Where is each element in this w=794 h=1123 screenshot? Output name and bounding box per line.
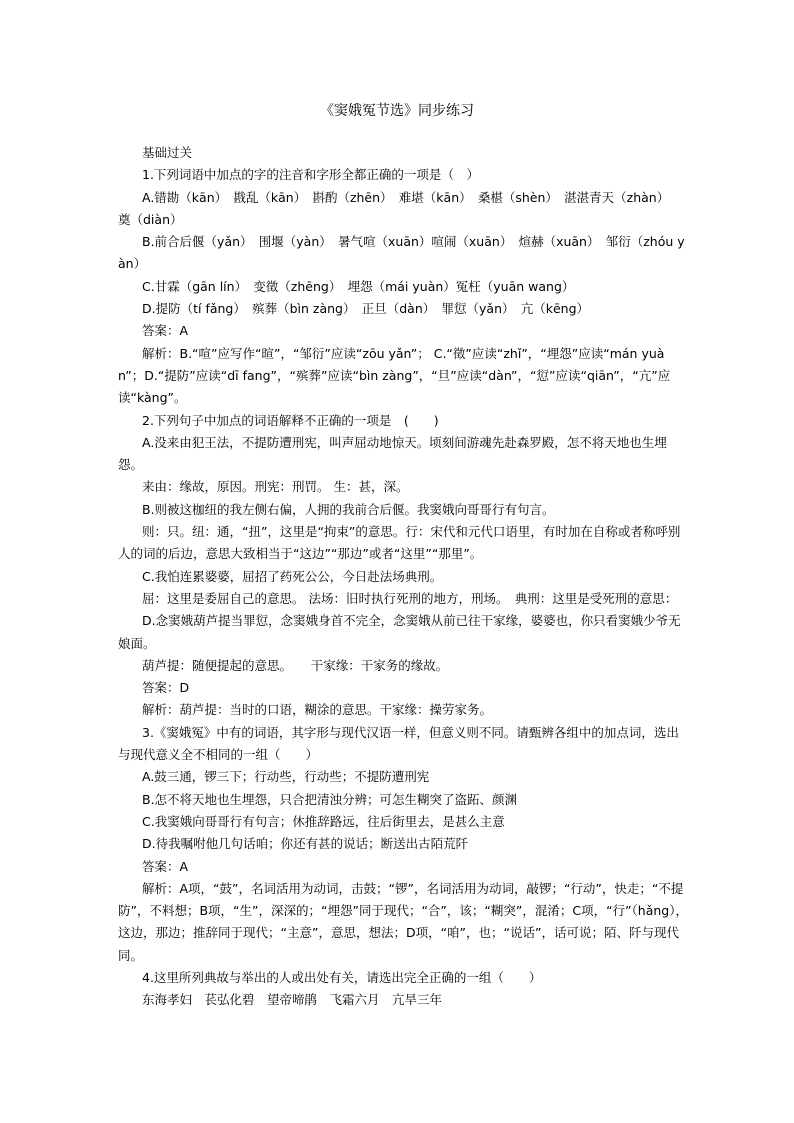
section-heading: 基础过关 xyxy=(142,145,193,160)
option-1a: A.错勘（kān） 戡乱（kān） 斟酌（zhēn） 难堪（kān） 桑椹（shèn） 湛湛青天（zhàn） 奠（diàn） xyxy=(118,189,688,227)
analysis-3: 解析：A项，“鼓”，名词活用为动词，击鼓；“锣”，名词活用为动词，敲锣；“行动”，快走；“不提防”，不料想；B项，“生”，深深的；“埋怨”同于现代；“合”，该；“糊突”，混淆；C项，“行”（hǎng），这边，那边；推辞同于现代；“主意”，意思，想法；D项，“咱”，也；“说话”，话可说；陌、阡与现代同。 xyxy=(118,880,688,963)
note-2a: 来由：缘故，原因。刑宪：刑罚。 生：甚，深。 xyxy=(142,479,409,495)
option-3b: B.怎不将天地也生埋怨，只合把清浊分辨；可怎生糊突了盗跖、颜渊 xyxy=(142,791,518,807)
analysis-2: 解析：葫芦提：当时的口语，糊涂的意思。干家缘：操劳家务。 xyxy=(142,702,493,718)
option-2c: C.我怕连累婆婆，屈招了药死公公，今日赴法场典刑。 xyxy=(142,568,443,584)
analysis-1: 解析：B.“喧”应写作“暄”，“邹衍”应读“zōu yǎn”； C.“徵”应读“zhǐ”，“埋怨”应读“mán yuàn”；D.“提防”应读“dī fang”，“殡葬”应读“bìn zàng”，“旦”应读“dàn”，“愆”应读“qiān”，“亢”应读“kàng”。 xyxy=(118,345,671,406)
question-1: 1.下列词语中加点的字的注音和字形全都正确的一项是（ ） xyxy=(142,167,479,183)
option-1c: C.甘霖（gān lín） 变徵（zhēng） 埋怨（mái yuàn）冤枉（yuān wang） xyxy=(142,278,575,294)
option-3d: D.待我嘱咐他几句话咱；你还有甚的说话；断送出古陌荒阡 xyxy=(142,836,469,852)
option-3a: A.鼓三通，锣三下；行动些，行动些；不提防遭刑宪 xyxy=(142,769,430,785)
option-1b: B.前合后偃（yǎn） 围堰（yàn） 暑气喧（xuān）喧闹（xuān） 煊赫（xuān） 邹衍（zhóu yàn） xyxy=(118,234,685,272)
option-2d: D.念窦娥葫芦提当罪愆，念窦娥身首不完全，念窦娥从前已往干家缘，婆婆也，你只看窦娥少爷无娘面。 xyxy=(118,613,681,651)
question-2: 2.下列句子中加点的词语解释不正确的一项是 ( ) xyxy=(142,412,439,428)
document-body xyxy=(118,142,688,1012)
question-3: 3.《窦娥冤》中有的词语，其字形与现代汉语一样，但意义则不同。请甄辨各组中的加点词，选出与现代意义全不相同的一组（ ） xyxy=(118,724,679,763)
page-title: 《窦娥冤节选》同步练习 xyxy=(320,103,474,119)
option-2b: B.则被这枷纽的我左侧右偏，人拥的我前合后偃。我窦娥向哥哥行有句言。 xyxy=(142,501,555,517)
answer-3: 答案：A xyxy=(142,858,189,874)
question-1-text: 1.下列词语中加点的字的注音和字形全都正确的一项是 xyxy=(142,167,442,183)
question-4: 4.这里所列典故与举出的人或出处有关，请选出完全正确的一组（ ） xyxy=(142,969,542,985)
option-2a: A.没来由犯王法，不提防遭刑宪，叫声屈动地惊天。顷刻间游魂先赴森罗殿，怎不将天地也生埋怨。 xyxy=(118,434,667,473)
option-3c: C.我窦娥向哥哥行有句言；休推辞路远，往后街里去，是甚么主意 xyxy=(142,813,505,829)
answer-1: 答案：A xyxy=(142,323,189,339)
answer-2: 答案：D xyxy=(142,680,190,696)
option-1d: D.提防（tí fǎng） 殡葬（bìn zàng） 正旦（dàn） 罪愆（yǎn） 亢（kēng） xyxy=(142,301,590,317)
note-2d: 葫芦提：随便提起的意思。 干家缘：干家务的缘故。 xyxy=(142,657,449,673)
note-2b: 则：只。纽：通，“扭”，这里是“拘束”的意思。行：宋代和元代口语里，有时加在自称或者称呼别人的词的后边，意思大致相当于“这边”“那边”或者“这里”“那里”。 xyxy=(118,524,681,562)
allusion-list: 东海孝妇 苌弘化碧 望帝啼鹃 飞霜六月 亢旱三年 xyxy=(142,992,443,1008)
note-2c: 屈：这里是委屈自己的意思。 法场：旧时执行死刑的地方，刑场。 典刑：这里是受死刑的意思： xyxy=(142,590,678,606)
